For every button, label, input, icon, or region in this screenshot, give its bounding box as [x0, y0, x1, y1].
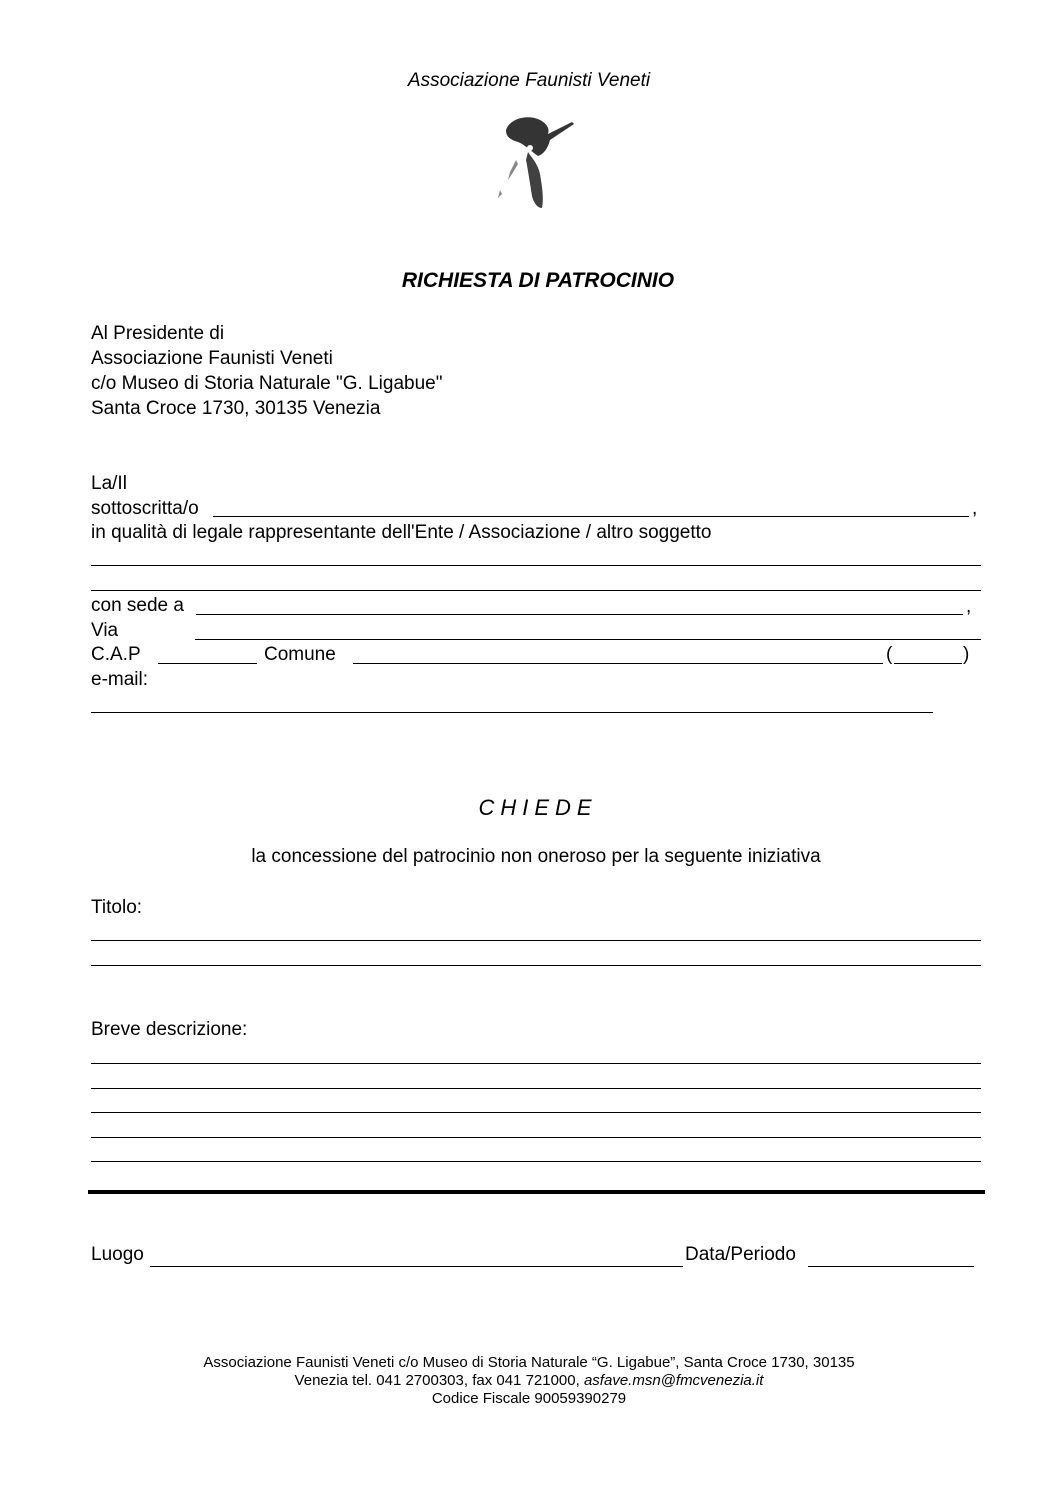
ente-underline-2	[91, 590, 981, 591]
comune-input[interactable]	[353, 643, 887, 665]
provincia-paren-close: )	[963, 644, 970, 665]
email-input[interactable]	[91, 692, 937, 714]
organization-header: Associazione Faunisti Veneti	[407, 70, 651, 91]
via-label: Via	[91, 620, 119, 641]
descrizione-underline-5	[91, 1161, 981, 1162]
recipient-line-2: Associazione Faunisti Veneti	[91, 348, 333, 369]
provincia-paren-open: (	[886, 644, 893, 665]
titolo-underline-2	[91, 965, 981, 966]
luogo-input[interactable]	[150, 1246, 687, 1268]
comune-underline	[353, 663, 883, 664]
footer	[0, 1354, 1058, 1408]
ente-underline-1	[91, 565, 981, 566]
sede-comma: ,	[966, 596, 972, 617]
sede-underline	[196, 614, 963, 615]
sottoscritta-underline	[213, 516, 969, 517]
descrizione-input-line-3[interactable]	[91, 1092, 985, 1114]
sottoscritta-input[interactable]	[213, 496, 973, 518]
descrizione-input-line-4[interactable]	[91, 1117, 985, 1139]
section-divider	[88, 1190, 985, 1194]
bird-logo-icon	[488, 108, 583, 213]
footer-line-1: Associazione Faunisti Veneti c/o Museo di Storia Naturale “G. Ligabue”, Santa Croce 1730, 30135	[203, 1354, 855, 1371]
cap-input[interactable]	[158, 643, 261, 665]
page-title: RICHIESTA DI PATROCINIO	[401, 269, 675, 292]
luogo-label: Luogo	[91, 1244, 144, 1265]
descrizione-underline-2	[91, 1088, 981, 1089]
cap-underline	[158, 663, 257, 664]
comune-label: Comune	[264, 644, 336, 665]
descrizione-label: Breve descrizione:	[91, 1019, 248, 1040]
provincia-input[interactable]	[894, 643, 966, 665]
descrizione-input-line-5[interactable]	[91, 1141, 985, 1163]
sottoscritta-label: sottoscritta/o	[91, 498, 199, 519]
recipient-line-4: Santa Croce 1730, 30135 Venezia	[91, 398, 381, 419]
descrizione-underline-4	[91, 1137, 981, 1138]
recipient-line-3: c/o Museo di Storia Naturale "G. Ligabue"	[91, 373, 443, 394]
via-underline	[195, 639, 981, 640]
titolo-input-line-1[interactable]	[91, 920, 985, 942]
descrizione-input-line-1[interactable]	[91, 1043, 985, 1065]
titolo-label: Titolo:	[91, 897, 143, 918]
via-input[interactable]	[195, 619, 985, 641]
footer-line-3: Codice Fiscale 90059390279	[431, 1390, 627, 1407]
chiede-heading: CHIEDE	[478, 795, 598, 820]
ente-input-line-2[interactable]	[91, 570, 985, 592]
descrizione-input-line-2[interactable]	[91, 1068, 985, 1090]
footer-email-link[interactable]: asfave.msn@fmcvenezia.it	[583, 1372, 764, 1389]
sede-input[interactable]	[196, 594, 967, 616]
data-periodo-underline	[808, 1266, 974, 1267]
email-label: e-mail:	[91, 669, 149, 690]
titolo-input-line-2[interactable]	[91, 945, 985, 967]
footer-line-2	[0, 1372, 1058, 1390]
footer-contact: Venezia tel. 041 2700303, fax 041 721000,	[294, 1372, 584, 1389]
cap-label: C.A.P	[91, 644, 141, 665]
descrizione-underline-3	[91, 1112, 981, 1113]
descrizione-underline-1	[91, 1063, 981, 1064]
comma: ,	[972, 498, 978, 519]
qualita-label: in qualità di legale rappresentante dell'Ente / Associazione / altro soggetto	[91, 522, 712, 543]
data-periodo-input[interactable]	[808, 1246, 978, 1268]
recipient-line-1: Al Presidente di	[91, 323, 225, 344]
data-periodo-label: Data/Periodo	[685, 1244, 796, 1265]
la-il-label: La/Il	[91, 473, 127, 494]
provincia-underline	[894, 663, 962, 664]
sede-label: con sede a	[91, 595, 184, 616]
email-underline	[91, 712, 933, 713]
ente-input-line-1[interactable]	[91, 545, 985, 567]
luogo-underline	[150, 1266, 683, 1267]
titolo-underline-1	[91, 940, 981, 941]
request-subtitle: la concessione del patrocinio non oneroso per la seguente iniziativa	[251, 846, 821, 867]
